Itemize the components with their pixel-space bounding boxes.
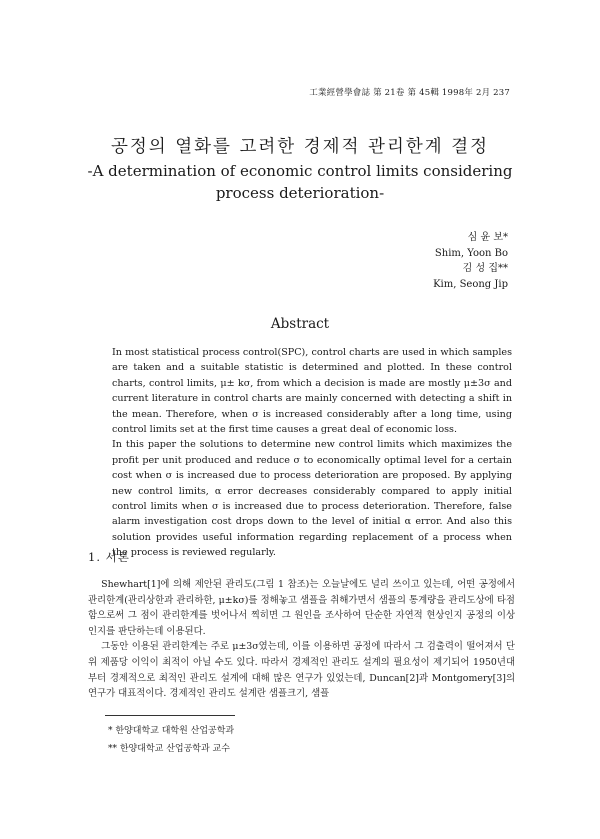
author-2-english: Kim, Seong Jip xyxy=(433,278,508,290)
title-korean: 공정의 열화를 고려한 경제적 관리한계 결정 xyxy=(110,137,490,157)
abstract-paragraph-1: In most statistical process control(SPC), control charts are used in which samples are taken and a suitable statistic is determined and plotted. In these control charts, control limits, μ± kσ, from which a decision is made are mostly μ±3σ and current literature in control charts are mainly concerned with detecting a shift in the mean. Therefore, when σ is increased considerably after a long time, using control limits set at the first time causes a great deal of economic loss. xyxy=(112,347,512,436)
section-1-body xyxy=(88,577,515,702)
footnote-rule xyxy=(105,715,235,716)
author-1-english: Shim, Yoon Bo xyxy=(434,247,508,259)
author-block xyxy=(368,230,508,292)
title-english-line-1: -A determination of economic control limits considering xyxy=(87,162,513,180)
title-english xyxy=(0,160,600,204)
title-english-line-2: process deterioration- xyxy=(215,184,385,202)
author-1-korean: 심 윤 보* xyxy=(467,232,508,243)
footnotes xyxy=(108,722,234,758)
section-1-paragraph-2: 그동안 이용된 관리한계는 주로 μ±3σ였는데, 이를 이용하면 공정에 따라서 그 검출력이 떨어져서 단위 제품당 이익이 최적이 아닐 수도 있다. 따라서 경제적인 관리도 설계의 필요성이 제기되어 1950년대부터 경제적으로 최적인 관리도 설계에 대해 많은 연구가 있었는데, Duncan[2]과 Montgomery[3]의 연구가 대표적이다. 경제적인 관리도 설계란 샘플크기, 샘플 xyxy=(88,641,515,700)
abstract-body xyxy=(112,345,512,561)
abstract-heading: Abstract xyxy=(270,316,330,332)
author-2-korean: 김 성 집** xyxy=(462,263,508,274)
section-1-heading: 1. 서론 xyxy=(88,550,130,564)
abstract-paragraph-2: In this paper the solutions to determine new control limits which maximizes the profit per unit produced and reduce σ to economically optimal level for a certain cost when σ is increased due to process deterioration are proposed. By applying new control limits, α error decreases considerably compared to apply initial control limits when σ is increased due to process deterioration. Therefore, false alarm investigation cost drops down to the level of initial α error. And also this solution provides useful information regarding replacement of a process when the process is reviewed regularly. xyxy=(112,439,512,559)
footnote-2: ** 한양대학교 산업공학과 교수 xyxy=(108,744,230,754)
footnote-1: * 한양대학교 대학원 산업공학과 xyxy=(108,726,235,736)
section-1-paragraph-1: Shewhart[1]에 의해 제안된 관리도(그림 1 참조)는 오늘날에도 널리 쓰이고 있는데, 어떤 공정에서 관리한계(관리상한과 관리하한, μ±kσ)를 정해놓고 샘플을 취해가면서 샘플의 통계량을 관리도상에 타점함으로써 그 점이 관리한계를 벗어나서 찍히면 그 원인을 조사하여 단순한 자연적 현상인지 공정의 이상인지를 판단하는데 이용된다. xyxy=(88,579,515,637)
journal-header: 工業經營學會誌 第 21卷 第 45輯 1998年 2月 237 xyxy=(309,88,510,98)
